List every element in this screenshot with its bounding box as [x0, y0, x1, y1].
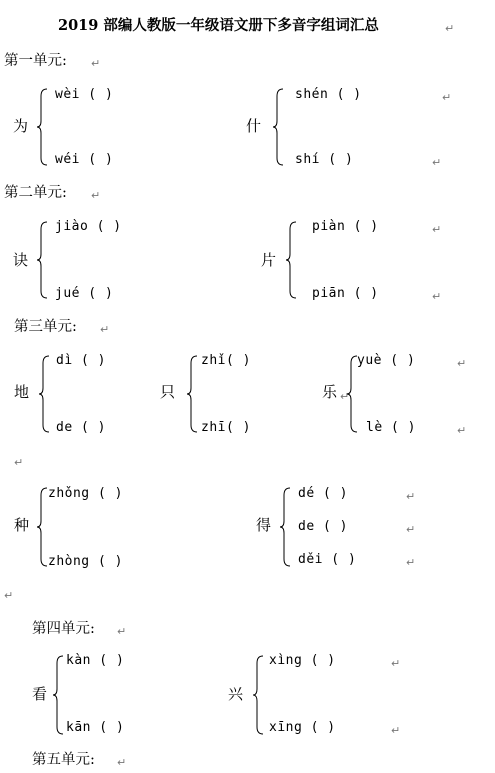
char-de: 得 — [256, 516, 272, 534]
char-jue: 诀 — [13, 251, 29, 269]
paragraph-mark: ↵ — [117, 756, 127, 769]
pinyin-zhong-1: zhǒng ( ) — [48, 486, 123, 501]
paragraph-mark: ↵ — [91, 57, 101, 70]
pinyin-pian-2: piān ( ) — [312, 286, 379, 301]
paragraph-mark: ↵ — [445, 22, 455, 35]
pinyin-de-1: dé ( ) — [298, 486, 348, 501]
pinyin-jue-1: jiào ( ) — [55, 219, 122, 234]
pinyin-kan-2: kān ( ) — [66, 720, 125, 735]
pinyin-zhong-2: zhòng ( ) — [48, 554, 123, 569]
brace — [186, 355, 198, 433]
paragraph-mark: ↵ — [406, 490, 416, 503]
paragraph-mark: ↵ — [391, 657, 401, 670]
brace — [36, 88, 48, 166]
pinyin-kan-1: kàn ( ) — [66, 653, 125, 668]
pinyin-di-2: de ( ) — [56, 420, 106, 435]
pinyin-xing-2: xīng ( ) — [269, 720, 336, 735]
paragraph-mark: ↵ — [14, 456, 24, 469]
paragraph-mark: ↵ — [432, 290, 442, 303]
unit-3-heading: 第三单元: — [14, 319, 77, 335]
pinyin-jue-2: jué ( ) — [55, 286, 114, 301]
brace — [285, 221, 297, 299]
pinyin-shen-1: shén ( ) — [295, 87, 362, 102]
brace — [279, 487, 291, 567]
pinyin-zhi-1: zhǐ( ) — [201, 353, 251, 368]
pinyin-le-1: yuè ( ) — [357, 353, 416, 368]
pinyin-wei-2: wéi ( ) — [55, 152, 114, 167]
pinyin-zhi-2: zhī( ) — [201, 420, 251, 435]
paragraph-mark: ↵ — [442, 91, 452, 104]
paragraph-mark: ↵ — [91, 189, 101, 202]
paragraph-mark: ↵ — [340, 390, 350, 403]
paragraph-mark: ↵ — [457, 424, 467, 437]
unit-5-heading: 第五单元: — [32, 752, 95, 768]
unit-4-heading: 第四单元: — [32, 621, 95, 637]
pinyin-wei-1: wèi ( ) — [55, 87, 114, 102]
pinyin-shen-2: shí ( ) — [295, 152, 354, 167]
pinyin-de-2: de ( ) — [298, 519, 348, 534]
char-kan: 看 — [32, 685, 48, 703]
paragraph-mark: ↵ — [406, 556, 416, 569]
paragraph-mark: ↵ — [391, 724, 401, 737]
brace — [272, 88, 284, 166]
paragraph-mark: ↵ — [4, 589, 14, 602]
document-title: 2019 部编人教版一年级语文册下多音字组词汇总 — [58, 17, 379, 34]
pinyin-pian-1: piàn ( ) — [312, 219, 379, 234]
char-le: 乐 — [322, 383, 338, 401]
paragraph-mark: ↵ — [432, 223, 442, 236]
pinyin-xing-1: xìng ( ) — [269, 653, 336, 668]
pinyin-le-2: lè ( ) — [366, 420, 416, 435]
char-shen: 什 — [246, 117, 262, 135]
paragraph-mark: ↵ — [117, 625, 127, 638]
paragraph-mark: ↵ — [406, 523, 416, 536]
brace — [52, 655, 64, 735]
brace — [38, 355, 50, 433]
unit-1-heading: 第一单元: — [4, 53, 67, 69]
char-wei: 为 — [13, 117, 29, 135]
pinyin-de-3: děi ( ) — [298, 552, 357, 567]
char-xing: 兴 — [228, 685, 244, 703]
char-pian: 片 — [261, 251, 277, 269]
pinyin-di-1: dì ( ) — [56, 353, 106, 368]
char-zhong: 种 — [14, 516, 30, 534]
char-zhi: 只 — [160, 383, 176, 401]
brace — [36, 487, 48, 567]
unit-2-heading: 第二单元: — [4, 185, 67, 201]
brace — [36, 221, 48, 299]
paragraph-mark: ↵ — [432, 156, 442, 169]
paragraph-mark: ↵ — [100, 323, 110, 336]
char-di: 地 — [14, 383, 30, 401]
paragraph-mark: ↵ — [457, 357, 467, 370]
brace — [252, 655, 264, 735]
